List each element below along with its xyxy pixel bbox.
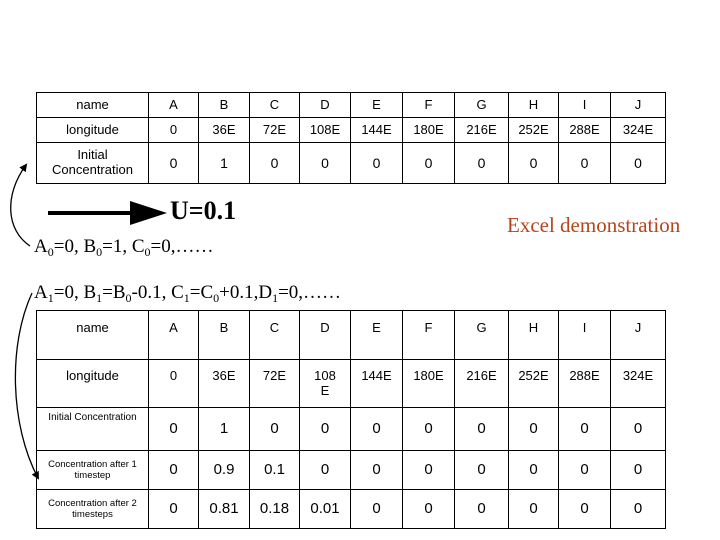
formula-text: -0.1, C	[131, 282, 184, 303]
row-label: Initial Concentration	[37, 408, 149, 451]
table-cell: 0	[351, 143, 403, 184]
column-header: name	[37, 93, 149, 118]
table-cell: 324E	[611, 360, 666, 408]
table-cell: 0	[149, 451, 199, 490]
formula-text: =0, B	[53, 282, 97, 303]
row-label	[37, 451, 149, 490]
table-cell: 0	[509, 143, 559, 184]
table-cell: 36E	[199, 360, 250, 408]
table-cell: 0.81	[199, 490, 250, 529]
table-cell: 0.9	[199, 451, 250, 490]
column-header: J	[611, 93, 666, 118]
column-header: H	[509, 311, 559, 360]
column-header: I	[559, 311, 611, 360]
table-cell: 0	[559, 490, 611, 529]
table-cell: 216E	[455, 118, 509, 143]
formula-text: +0.1,D	[219, 282, 273, 303]
table-cell: 1	[199, 408, 250, 451]
row-label-line: Concentration after 2	[48, 497, 137, 509]
table-cell: 0	[300, 451, 351, 490]
column-header: A	[149, 93, 199, 118]
table-cell: 0	[403, 451, 455, 490]
table-cell: 216E	[455, 360, 509, 408]
column-header: E	[351, 93, 403, 118]
table-cell: 0	[611, 143, 666, 184]
table-cell: 0	[351, 408, 403, 451]
row-label-line: timesteps	[72, 509, 113, 520]
formula-subscript: 0	[47, 245, 54, 259]
formula-text: =0, B	[53, 236, 97, 257]
formula-subscript: 1	[47, 291, 54, 305]
formula-subscript: 1	[183, 291, 190, 305]
column-header: D	[300, 311, 351, 360]
column-header: D	[300, 93, 351, 118]
right-arrow-icon	[48, 201, 167, 225]
column-header: A	[149, 311, 199, 360]
formula-text: =B	[102, 282, 126, 303]
row-label-line: Initial	[77, 147, 108, 163]
table-cell: 144E	[351, 118, 403, 143]
formula-text: =0,……	[278, 282, 342, 303]
table-cell: 0	[149, 118, 199, 143]
row-label	[37, 490, 149, 529]
formula-subscript: 0	[125, 291, 132, 305]
formula-text: A	[34, 236, 48, 257]
row-label: longitude	[37, 118, 149, 143]
table-cell: 0	[509, 490, 559, 529]
column-header: F	[403, 311, 455, 360]
table-cell: 72E	[250, 360, 300, 408]
table-cell: 0	[611, 490, 666, 529]
table-cell: 324E	[611, 118, 666, 143]
formula-text: =1, C	[102, 236, 145, 257]
table-cell: 0	[455, 490, 509, 529]
column-header: B	[199, 93, 250, 118]
table-cell: 252E	[509, 118, 559, 143]
table-cell: 180E	[403, 118, 455, 143]
initial-values-formula	[34, 236, 213, 258]
column-header: F	[403, 93, 455, 118]
column-header: G	[455, 93, 509, 118]
row-label-line: Concentration after 1	[48, 458, 137, 470]
formula-text: =0,……	[150, 236, 214, 257]
column-header: J	[611, 311, 666, 360]
table-cell: 0	[149, 490, 199, 529]
table-cell: 0	[250, 143, 300, 184]
formula-text: A	[34, 282, 48, 303]
table-cell: 0	[250, 408, 300, 451]
table-cell: 0	[351, 490, 403, 529]
curved-arrow-icon	[11, 165, 30, 246]
column-header: name	[37, 311, 149, 360]
table-header-row	[37, 311, 666, 360]
table-cell: 0	[509, 451, 559, 490]
table-cell: 0	[455, 408, 509, 451]
table-cell: 0	[149, 360, 199, 408]
row-label-line: timestep	[74, 470, 111, 481]
column-header: I	[559, 93, 611, 118]
formula-subscript: 0	[144, 245, 151, 259]
column-header: C	[250, 311, 300, 360]
table-cell: 288E	[559, 360, 611, 408]
table-cell: 0.18	[250, 490, 300, 529]
table-cell: 72E	[250, 118, 300, 143]
table-cell: 0	[611, 451, 666, 490]
table-cell: 0	[455, 143, 509, 184]
table-cell: 0	[351, 451, 403, 490]
column-header: E	[351, 311, 403, 360]
table-cell: 252E	[509, 360, 559, 408]
column-header: G	[455, 311, 509, 360]
velocity-label: U=0.1	[170, 196, 237, 225]
table-cell: 0	[149, 408, 199, 451]
formula-subscript: 1	[96, 291, 103, 305]
formula-subscript: 0	[213, 291, 220, 305]
table-cell: 0	[149, 143, 199, 184]
table-cell: 144E	[351, 360, 403, 408]
column-header: B	[199, 311, 250, 360]
table-cell: 0	[403, 143, 455, 184]
table-cell: 0	[509, 408, 559, 451]
update-formula	[34, 282, 341, 304]
table-row	[37, 451, 666, 490]
table-cell: 36E	[199, 118, 250, 143]
column-header: C	[250, 93, 300, 118]
table-cell: 0	[611, 408, 666, 451]
concentration-table-timesteps	[36, 310, 666, 529]
table-cell: 0.1	[250, 451, 300, 490]
formula-text: =C	[189, 282, 214, 303]
table-row	[37, 360, 666, 408]
table-cell: 180E	[403, 360, 455, 408]
table-row	[37, 490, 666, 529]
formula-subscript: 0	[96, 245, 103, 259]
table-cell: 0	[300, 408, 351, 451]
table-cell: 0	[403, 490, 455, 529]
table-cell: 108E	[300, 118, 351, 143]
table-cell: 0.01	[300, 490, 351, 529]
formula-subscript: 1	[272, 291, 279, 305]
table-cell: 288E	[559, 118, 611, 143]
table-cell: 0	[559, 408, 611, 451]
row-label-line: Concentration	[52, 162, 133, 177]
table-cell: 0	[403, 408, 455, 451]
table-row	[37, 408, 666, 451]
table-cell: 0	[559, 143, 611, 184]
table-cell: 0	[559, 451, 611, 490]
table-cell: 108 E	[300, 360, 351, 408]
row-label: longitude	[37, 360, 149, 408]
table-cell: 1	[199, 143, 250, 184]
table-cell: 0	[300, 143, 351, 184]
table-cell: 0	[455, 451, 509, 490]
excel-demonstration-link[interactable]: Excel demonstration	[507, 213, 681, 237]
column-header: H	[509, 93, 559, 118]
curved-arrow-icon	[15, 293, 38, 478]
